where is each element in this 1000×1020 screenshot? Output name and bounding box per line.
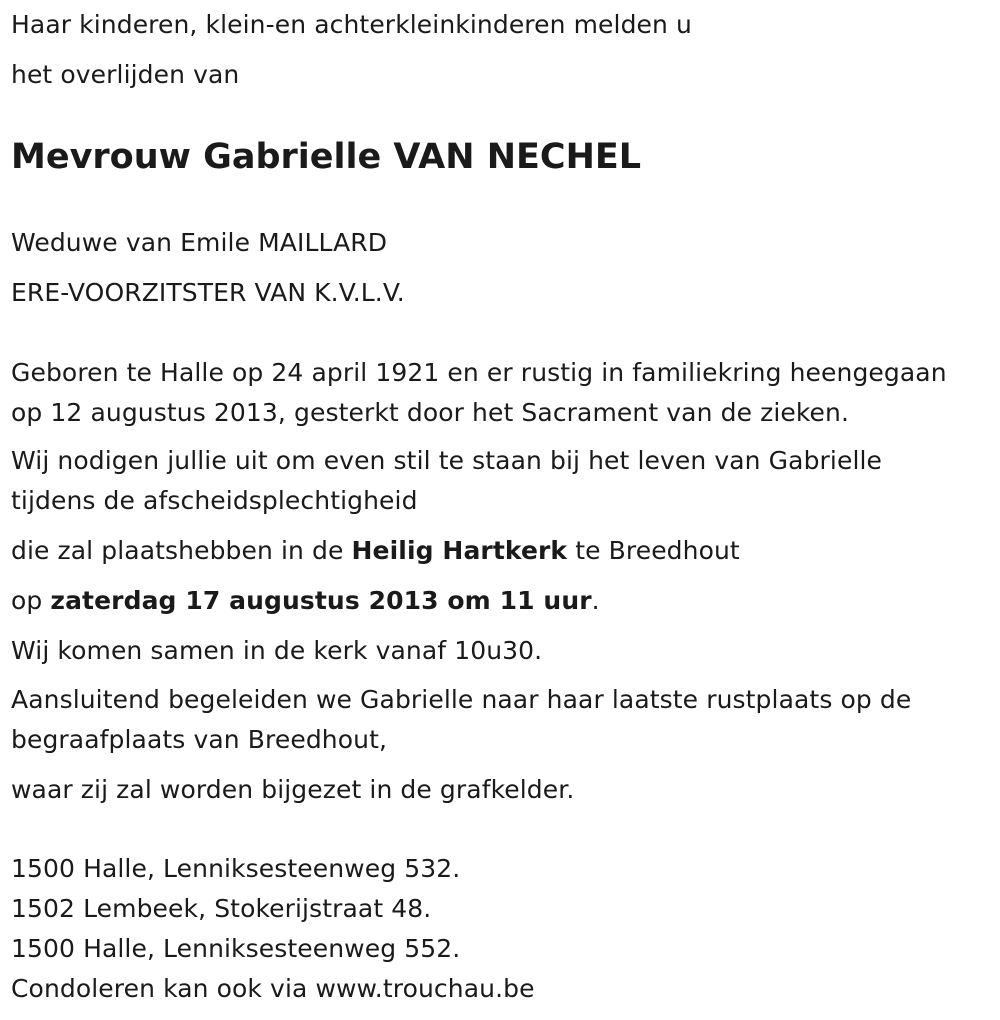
invite-line-1: Wij nodigen jullie uit om even stil te staan bij het leven van Gabrielle bbox=[11, 446, 883, 475]
intro-line-1: Haar kinderen, klein-en achterkleinkinderen melden u bbox=[11, 10, 692, 39]
address-line-2: 1502 Lembeek, Stokerijstraat 48. bbox=[11, 894, 432, 923]
place-suffix: te Breedhout bbox=[567, 536, 740, 565]
address-line-1: 1500 Halle, Lenniksesteenweg 532. bbox=[11, 854, 461, 883]
church-name: Heilig Hartkerk bbox=[351, 536, 568, 565]
widow-line: Weduwe van Emile MAILLARD bbox=[11, 228, 388, 257]
honorary-title-line: ERE-VOORZITSTER VAN K.V.L.V. bbox=[11, 278, 405, 307]
gather-line: Wij komen samen in de kerk vanaf 10u30. bbox=[11, 636, 543, 665]
burial-line-1: Aansluitend begeleiden we Gabrielle naar haar laatste rustplaats op de bbox=[11, 685, 912, 714]
date-suffix: . bbox=[591, 586, 600, 615]
invite-line-2: tijdens de afscheidsplechtigheid bbox=[11, 486, 418, 515]
ceremony-date: zaterdag 17 augustus 2013 om 11 uur bbox=[50, 586, 592, 615]
born-line-1: Geboren te Halle op 24 april 1921 en er rustig in familiekring heengegaan bbox=[11, 358, 947, 387]
born-line-2: op 12 augustus 2013, gesterkt door het Sacrament van de zieken. bbox=[11, 398, 850, 427]
place-line bbox=[11, 536, 740, 566]
address-line-3: 1500 Halle, Lenniksesteenweg 552. bbox=[11, 934, 461, 963]
burial-line-3: waar zij zal worden bijgezet in de grafkelder. bbox=[11, 775, 575, 804]
date-line bbox=[11, 586, 600, 616]
date-prefix: op bbox=[11, 586, 51, 615]
intro-line-2: het overlijden van bbox=[11, 60, 240, 89]
place-prefix: die zal plaatshebben in de bbox=[11, 536, 352, 565]
condolence-line: Condoleren kan ook via www.trouchau.be bbox=[11, 974, 535, 1003]
burial-line-2: begraafplaats van Breedhout, bbox=[11, 725, 388, 754]
deceased-name: Mevrouw Gabrielle VAN NECHEL bbox=[11, 137, 642, 177]
